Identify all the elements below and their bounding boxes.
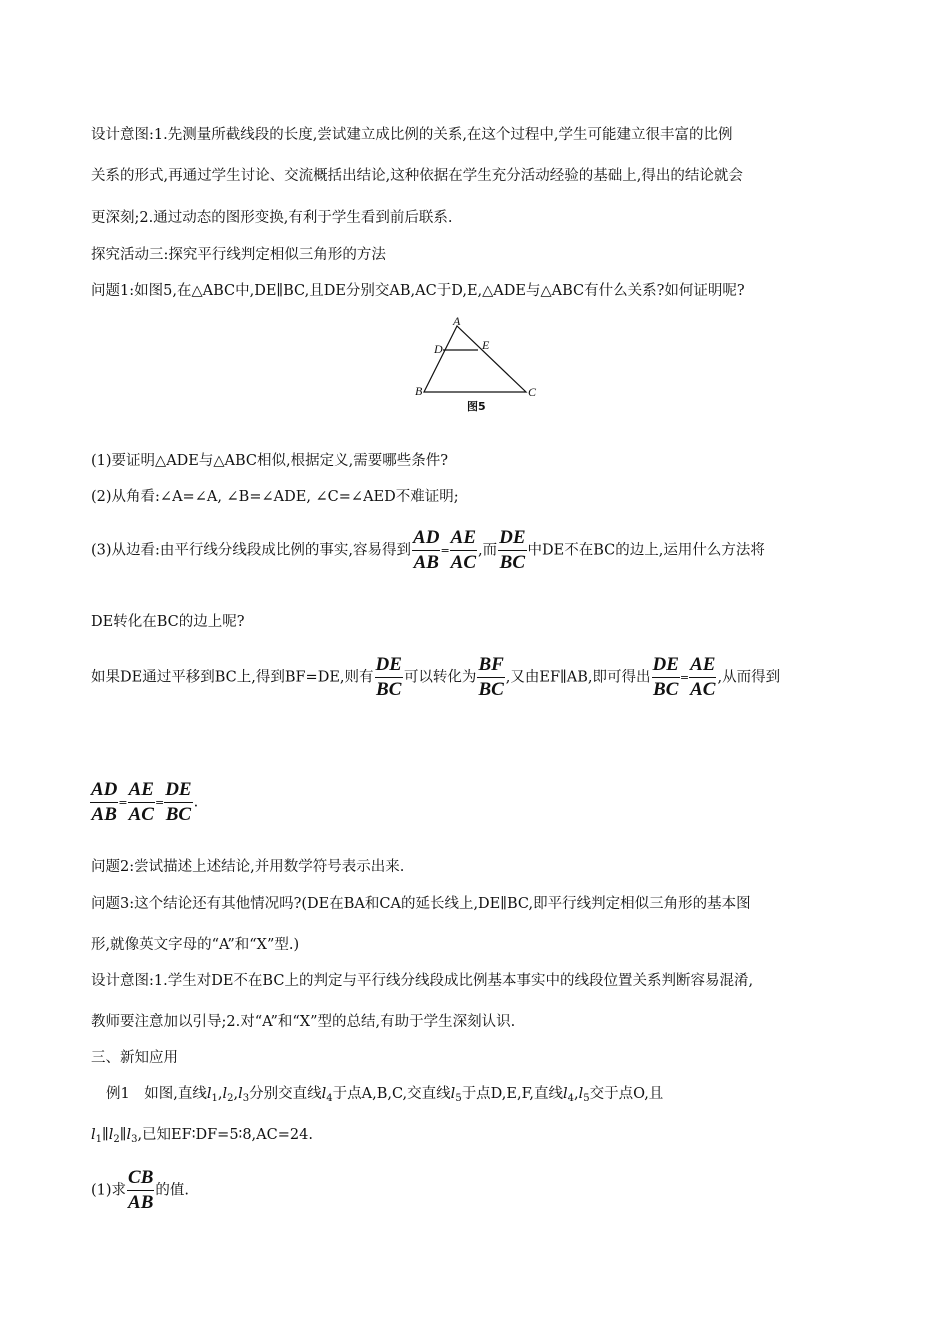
activity-3-heading: 探究活动三:探究平行线判定相似三角形的方法 (91, 247, 386, 263)
fraction-ae-ac-3: $\frac{AE}{AC}$ (128, 779, 154, 825)
p6-text-a: 如果DE通过平移到BC上,得到BF=DE,则有 (91, 669, 374, 686)
question-2: 问题2:尝试描述上述结论,并用数学符号表示出来. (91, 859, 405, 875)
fraction-bf-bc: $\frac{BF}{BC}$ (478, 654, 504, 700)
example-1-part-1: (1)求 $\frac{CB}{AB}$ 的值. (91, 1167, 190, 1213)
design-intent-2-line-2: 教师要注意加以引导;2.对“A”和“X”型的总结,有助于学生深刻认识. (91, 1014, 516, 1030)
triangle-abc (424, 326, 526, 392)
translation-explanation: 如果DE通过平移到BC上,得到BF=DE,则有 $\frac{DE}{BC}$ 可以转化为 $\frac{BF}{BC}$ ,又由EF∥AB,即可得出 $\frac{DE}{BC}$ = $\frac{AE}{AC}$ ,从而得到 (91, 654, 781, 700)
fraction-ae-ac-2: $\frac{AE}{AC}$ (690, 654, 716, 700)
design-intent-line-2: 关系的形式,再通过学生讨论、交流概括出结论,这种依据在学生充分活动经验的基础上,得出的结论就会 (91, 168, 743, 184)
sub-question-3-continued: DE转化在BC的边上呢? (91, 614, 245, 630)
fraction-ae-ac: $\frac{AE}{AC}$ (450, 527, 477, 573)
p6-text-d: ,从而得到 (717, 669, 781, 686)
sub-question-2: (2)从角看:∠A=∠A, ∠B=∠ADE, ∠C=∠AED不难证明; (91, 489, 459, 505)
figure-caption: 图5 (467, 400, 486, 413)
fraction-de-bc: $\frac{DE}{BC}$ (499, 527, 526, 573)
label-a: A (453, 314, 461, 328)
question-1: 问题1:如图5,在△ABC中,DE∥BC,且DE分别交AB,AC于D,E,△ADE与△ABC有什么关系?如何证明呢? (91, 283, 745, 299)
conclusion-formula: $\frac{AD}{AB}$ = $\frac{AE}{AC}$ = $\frac{DE}{BC}$ . (91, 779, 199, 825)
question-3-line-1: 问题3:这个结论还有其他情况吗?(DE在BA和CA的延长线上,DE∥BC,即平行线判定相似三角形的基本图 (91, 896, 751, 912)
label-e: E (482, 338, 490, 352)
fraction-ad-ab-2: $\frac{AD}{AB}$ (91, 779, 118, 825)
triangle-figure-5 (410, 314, 550, 414)
design-intent-line-1: 设计意图:1.先测量所截线段的长度,尝试建立成比例的关系,在这个过程中,学生可能建立很丰富的比例 (91, 127, 733, 143)
question-3-line-2: 形,就像英文字母的“A”和“X”型.) (91, 937, 300, 953)
label-d: D (434, 342, 443, 356)
section-3-heading: 三、新知应用 (91, 1050, 178, 1066)
fraction-ad-ab: $\frac{AD}{AB}$ (413, 527, 440, 573)
q3-text-b: ,而 (478, 542, 498, 559)
fraction-de-bc-3: $\frac{DE}{BC}$ (652, 654, 679, 700)
q3-text-c: 中DE不在BC的边上,运用什么方法将 (527, 542, 765, 559)
fraction-cb-ab: $\frac{CB}{AB}$ (128, 1167, 154, 1213)
sub-question-1: (1)要证明△ADE与△ABC相似,根据定义,需要哪些条件? (91, 453, 449, 469)
label-b: B (415, 384, 423, 398)
q3-text-a: (3)从边看:由平行线分线段成比例的事实,容易得到 (91, 542, 412, 559)
p6-text-b: 可以转化为 (403, 669, 477, 686)
sub-question-3: (3)从边看:由平行线分线段成比例的事实,容易得到 $\frac{AD}{AB}$ = $\frac{AE}{AC}$ ,而 $\frac{DE}{BC}$ 中DE不在BC的边上,运用什么方法将 (91, 527, 765, 573)
fraction-de-bc-4: $\frac{DE}{BC}$ (165, 779, 192, 825)
p6-text-c: ,又由EF∥AB,即可得出 (505, 669, 651, 686)
example-1-line-2: $l_1\parallel l_2\parallel l_3$,已知EF∶DF=5∶8,AC=24. (91, 1127, 313, 1145)
design-intent-line-3: 更深刻;2.通过动态的图形变换,有利于学生看到前后联系. (91, 210, 453, 226)
example-1-line-1: 例1 如图,直线$l_1,l_2,l_3$分别交直线$l_4$于点A,B,C,交直线$l_5$于点D,E,F,直线$l_4,l_5$交于点O,且 (106, 1086, 664, 1104)
design-intent-2-line-1: 设计意图:1.学生对DE不在BC上的判定与平行线分线段成比例基本事实中的线段位置关系判断容易混淆, (91, 973, 754, 989)
fraction-de-bc-2: $\frac{DE}{BC}$ (375, 654, 402, 700)
label-c: C (528, 385, 537, 399)
